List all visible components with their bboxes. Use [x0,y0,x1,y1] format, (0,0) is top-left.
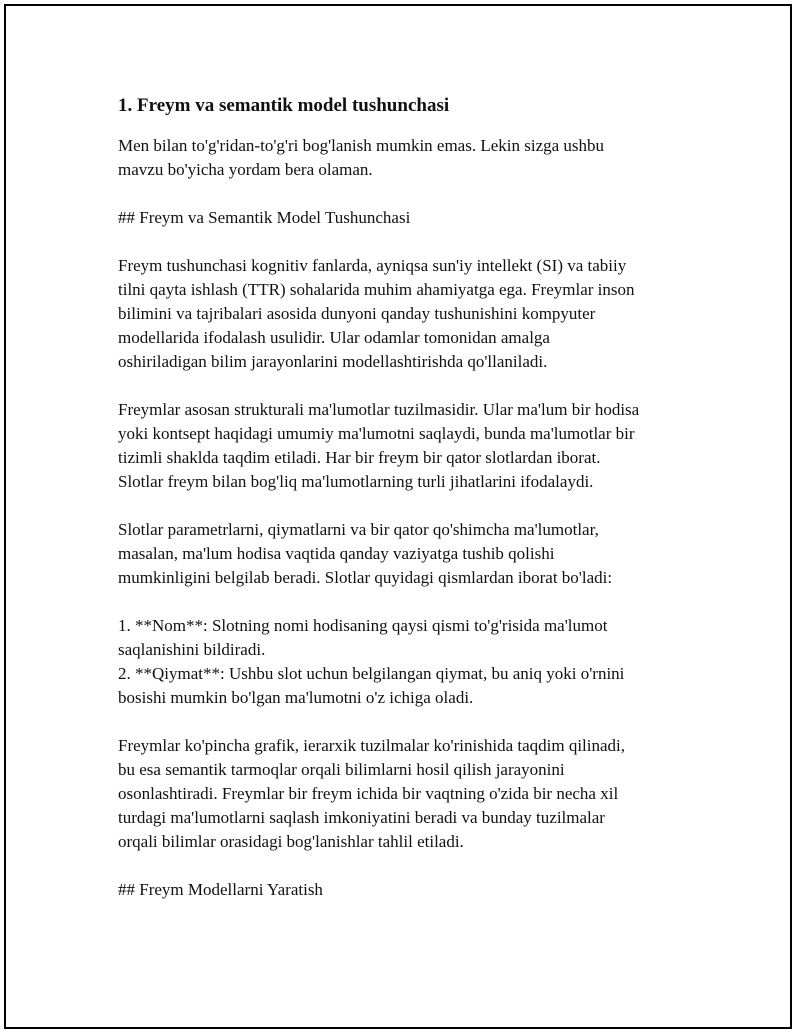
paragraph [118,254,698,374]
section-heading [118,878,698,902]
numbered-list [118,614,698,710]
text-line: bu esa semantik tarmoqlar orqali bilimlarni hosil qilish jarayonini [118,760,565,779]
paragraph-gap [118,230,698,254]
text-line: ## Freym Modellarni Yaratish [118,880,323,899]
paragraph [118,398,698,494]
text-line: tizimli shaklda taqdim etiladi. Har bir freym bir qator slotlardan iborat. [118,448,601,467]
paragraph-gap [118,494,698,518]
text-line: modellarida ifodalash usulidir. Ular odamlar tomonidan amalga [118,328,550,347]
text-line: turdagi ma'lumotlarni saqlash imkoniyatini beradi va bunday tuzilmalar [118,808,605,827]
paragraph [118,734,698,854]
text-line: bilimini va tajribalari asosida dunyoni qanday tushunishini kompyuter [118,304,596,323]
paragraph [118,518,698,590]
paragraph-gap [118,374,698,398]
paragraph-gap [118,710,698,734]
text-line: Freymlar ko'pincha grafik, ierarxik tuzilmalar ko'rinishida taqdim qilinadi, [118,736,626,755]
section-heading [118,206,698,230]
text-line: Men bilan to'g'ridan-to'g'ri bog'lanish mumkin emas. Lekin sizga ushbu [118,136,605,155]
text-line: Freym tushunchasi kognitiv fanlarda, ayniqsa sun'iy intellekt (SI) va tabiiy [118,256,627,275]
text-line: Slotlar parametrlarni, qiymatlarni va bir qator qo'shimcha ma'lumotlar, [118,520,599,539]
text-line: mavzu bo'yicha yordam bera olaman. [118,160,373,179]
text-line: tilni qayta ishlash (TTR) sohalarida muhim ahamiyatga ega. Freymlar inson [118,280,635,299]
text-line: yoki kontsept haqidagi umumiy ma'lumotni saqlaydi, bunda ma'lumotlar bir [118,424,635,443]
list-item-line: 1. **Nom**: Slotning nomi hodisaning qaysi qismi to'g'risida ma'lumot [118,616,608,635]
paragraph-intro [118,134,698,182]
text-line: oshiriladigan bilim jarayonlarini modellashtirishda qo'llaniladi. [118,352,548,371]
document-title: 1. Freym va semantik model tushunchasi [118,95,450,116]
list-item-line: 2. **Qiymat**: Ushbu slot uchun belgilangan qiymat, bu aniq yoki o'rnini [118,664,625,683]
text-line: osonlashtiradi. Freymlar bir freym ichida bir vaqtning o'zida bir necha xil [118,784,619,803]
paragraph-gap [118,182,698,206]
document-body [118,94,698,902]
text-line: Slotlar freym bilan bog'liq ma'lumotlarning turli jihatlarini ifodalaydi. [118,472,594,491]
list-item-line: saqlanishini bildiradi. [118,640,266,659]
text-line: ## Freym va Semantik Model Tushunchasi [118,208,411,227]
text-line: orqali bilimlar orasidagi bog'lanishlar tahlil etiladi. [118,832,464,851]
text-line: mumkinligini belgilab beradi. Slotlar quyidagi qismlardan iborat bo'ladi: [118,568,613,587]
text-line: masalan, ma'lum hodisa vaqtida qanday vaziyatga tushib qolishi [118,544,555,563]
text-line: Freymlar asosan strukturali ma'lumotlar tuzilmasidir. Ular ma'lum bir hodisa [118,400,640,419]
list-item-line: bosishi mumkin bo'lgan ma'lumotni o'z ichiga oladi. [118,688,474,707]
paragraph-gap [118,590,698,614]
paragraph-gap [118,854,698,878]
